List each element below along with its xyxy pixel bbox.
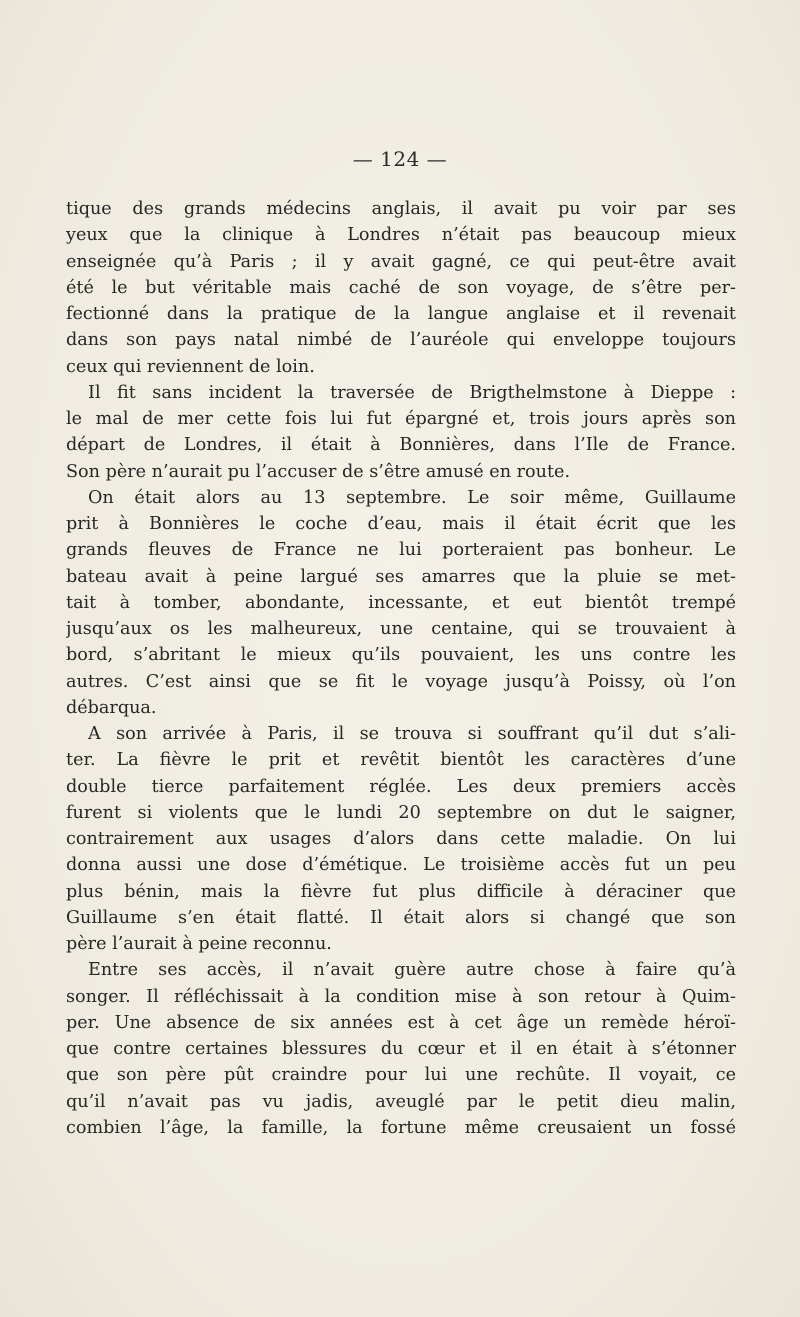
- text-line: bateau avait à peine largué ses amarres que la pluie se met-: [66, 566, 736, 587]
- text-line: yeux que la clinique à Londres n’était pas beaucoup mieux: [66, 225, 736, 246]
- text-line: autres. C’est ainsi que se fit le voyage jusqu’à Poissy, où l’on: [66, 671, 736, 692]
- text-line: On était alors au 13 septembre. Le soir même, Guillaume: [88, 487, 736, 508]
- text-line: plus bénin, mais la fièvre fut plus difficile à déraciner que: [66, 881, 736, 902]
- text-line: que son père pût craindre pour lui une rechûte. Il voyait, ce: [66, 1065, 736, 1086]
- text-line: été le but véritable mais caché de son voyage, de s’être per-: [66, 277, 736, 298]
- text-line: jusqu’aux os les malheureux, une centaine, qui se trouvaient à: [66, 619, 736, 639]
- text-line: tique des grands médecins anglais, il avait pu voir par ses: [66, 199, 736, 219]
- text-line: Il fit sans incident la traversée de Brigthelmstone à Dieppe :: [88, 382, 736, 403]
- text-line: Son père n’aurait pu l’accuser de s’être amusé en route.: [66, 461, 571, 482]
- text-line: Guillaume s’en était flatté. Il était alors si changé que son: [66, 907, 736, 928]
- text-line: débarqua.: [66, 697, 157, 718]
- text-line: contrairement aux usages d’alors dans cette maladie. On lui: [66, 829, 736, 849]
- text-line: tait à tomber, abondante, incessante, et eut bientôt trempé: [66, 592, 736, 613]
- text-line: dans son pays natal nimbé de l’auréole qui enveloppe toujours: [66, 330, 736, 351]
- text-line: bord, s’abritant le mieux qu’ils pouvaient, les uns contre les: [66, 645, 736, 666]
- text-line: père l’aurait à peine reconnu.: [66, 934, 332, 954]
- page-number: — 124 —: [352, 147, 448, 171]
- text-line: enseignée qu’à Paris ; il y avait gagné, ce qui peut-être avait: [66, 251, 736, 272]
- text-line: qu’il n’avait pas vu jadis, aveuglé par le petit dieu malin,: [66, 1091, 736, 1112]
- text-line: double tierce parfaitement réglée. Les deux premiers accès: [66, 776, 736, 797]
- text-line: A son arrivée à Paris, il se trouva si souffrant qu’il dut s’ali-: [88, 724, 736, 744]
- text-line: songer. Il réfléchissait à la condition mise à son retour à Quim-: [66, 986, 736, 1007]
- text-line: Entre ses accès, il n’avait guère autre chose à faire qu’à: [88, 960, 736, 981]
- text-line: fectionné dans la pratique de la langue anglaise et il revenait: [66, 304, 736, 324]
- text-line: ceux qui reviennent de loin.: [66, 356, 315, 377]
- text-line: que contre certaines blessures du cœur et il en était à s’étonner: [66, 1039, 736, 1059]
- text-line: donna aussi une dose d’émétique. Le troisième accès fut un peu: [66, 855, 736, 876]
- text-line: combien l’âge, la famille, la fortune même creusaient un fossé: [66, 1117, 736, 1138]
- text-line: grands fleuves de France ne lui porteraient pas bonheur. Le: [66, 540, 736, 561]
- text-line: départ de Londres, il était à Bonnières, dans l’Ile de France.: [66, 435, 736, 456]
- text-line: le mal de mer cette fois lui fut épargné et, trois jours après son: [66, 409, 736, 429]
- body-text: [66, 196, 736, 1141]
- text-line: prit à Bonnières le coche d’eau, mais il était écrit que les: [66, 514, 736, 534]
- text-line: furent si violents que le lundi 20 septembre on dut le saigner,: [66, 802, 736, 823]
- text-line: ter. La fièvre le prit et revêtit bientôt les caractères d’une: [66, 750, 736, 771]
- text-line: per. Une absence de six années est à cet âge un remède héroï-: [66, 1012, 736, 1033]
